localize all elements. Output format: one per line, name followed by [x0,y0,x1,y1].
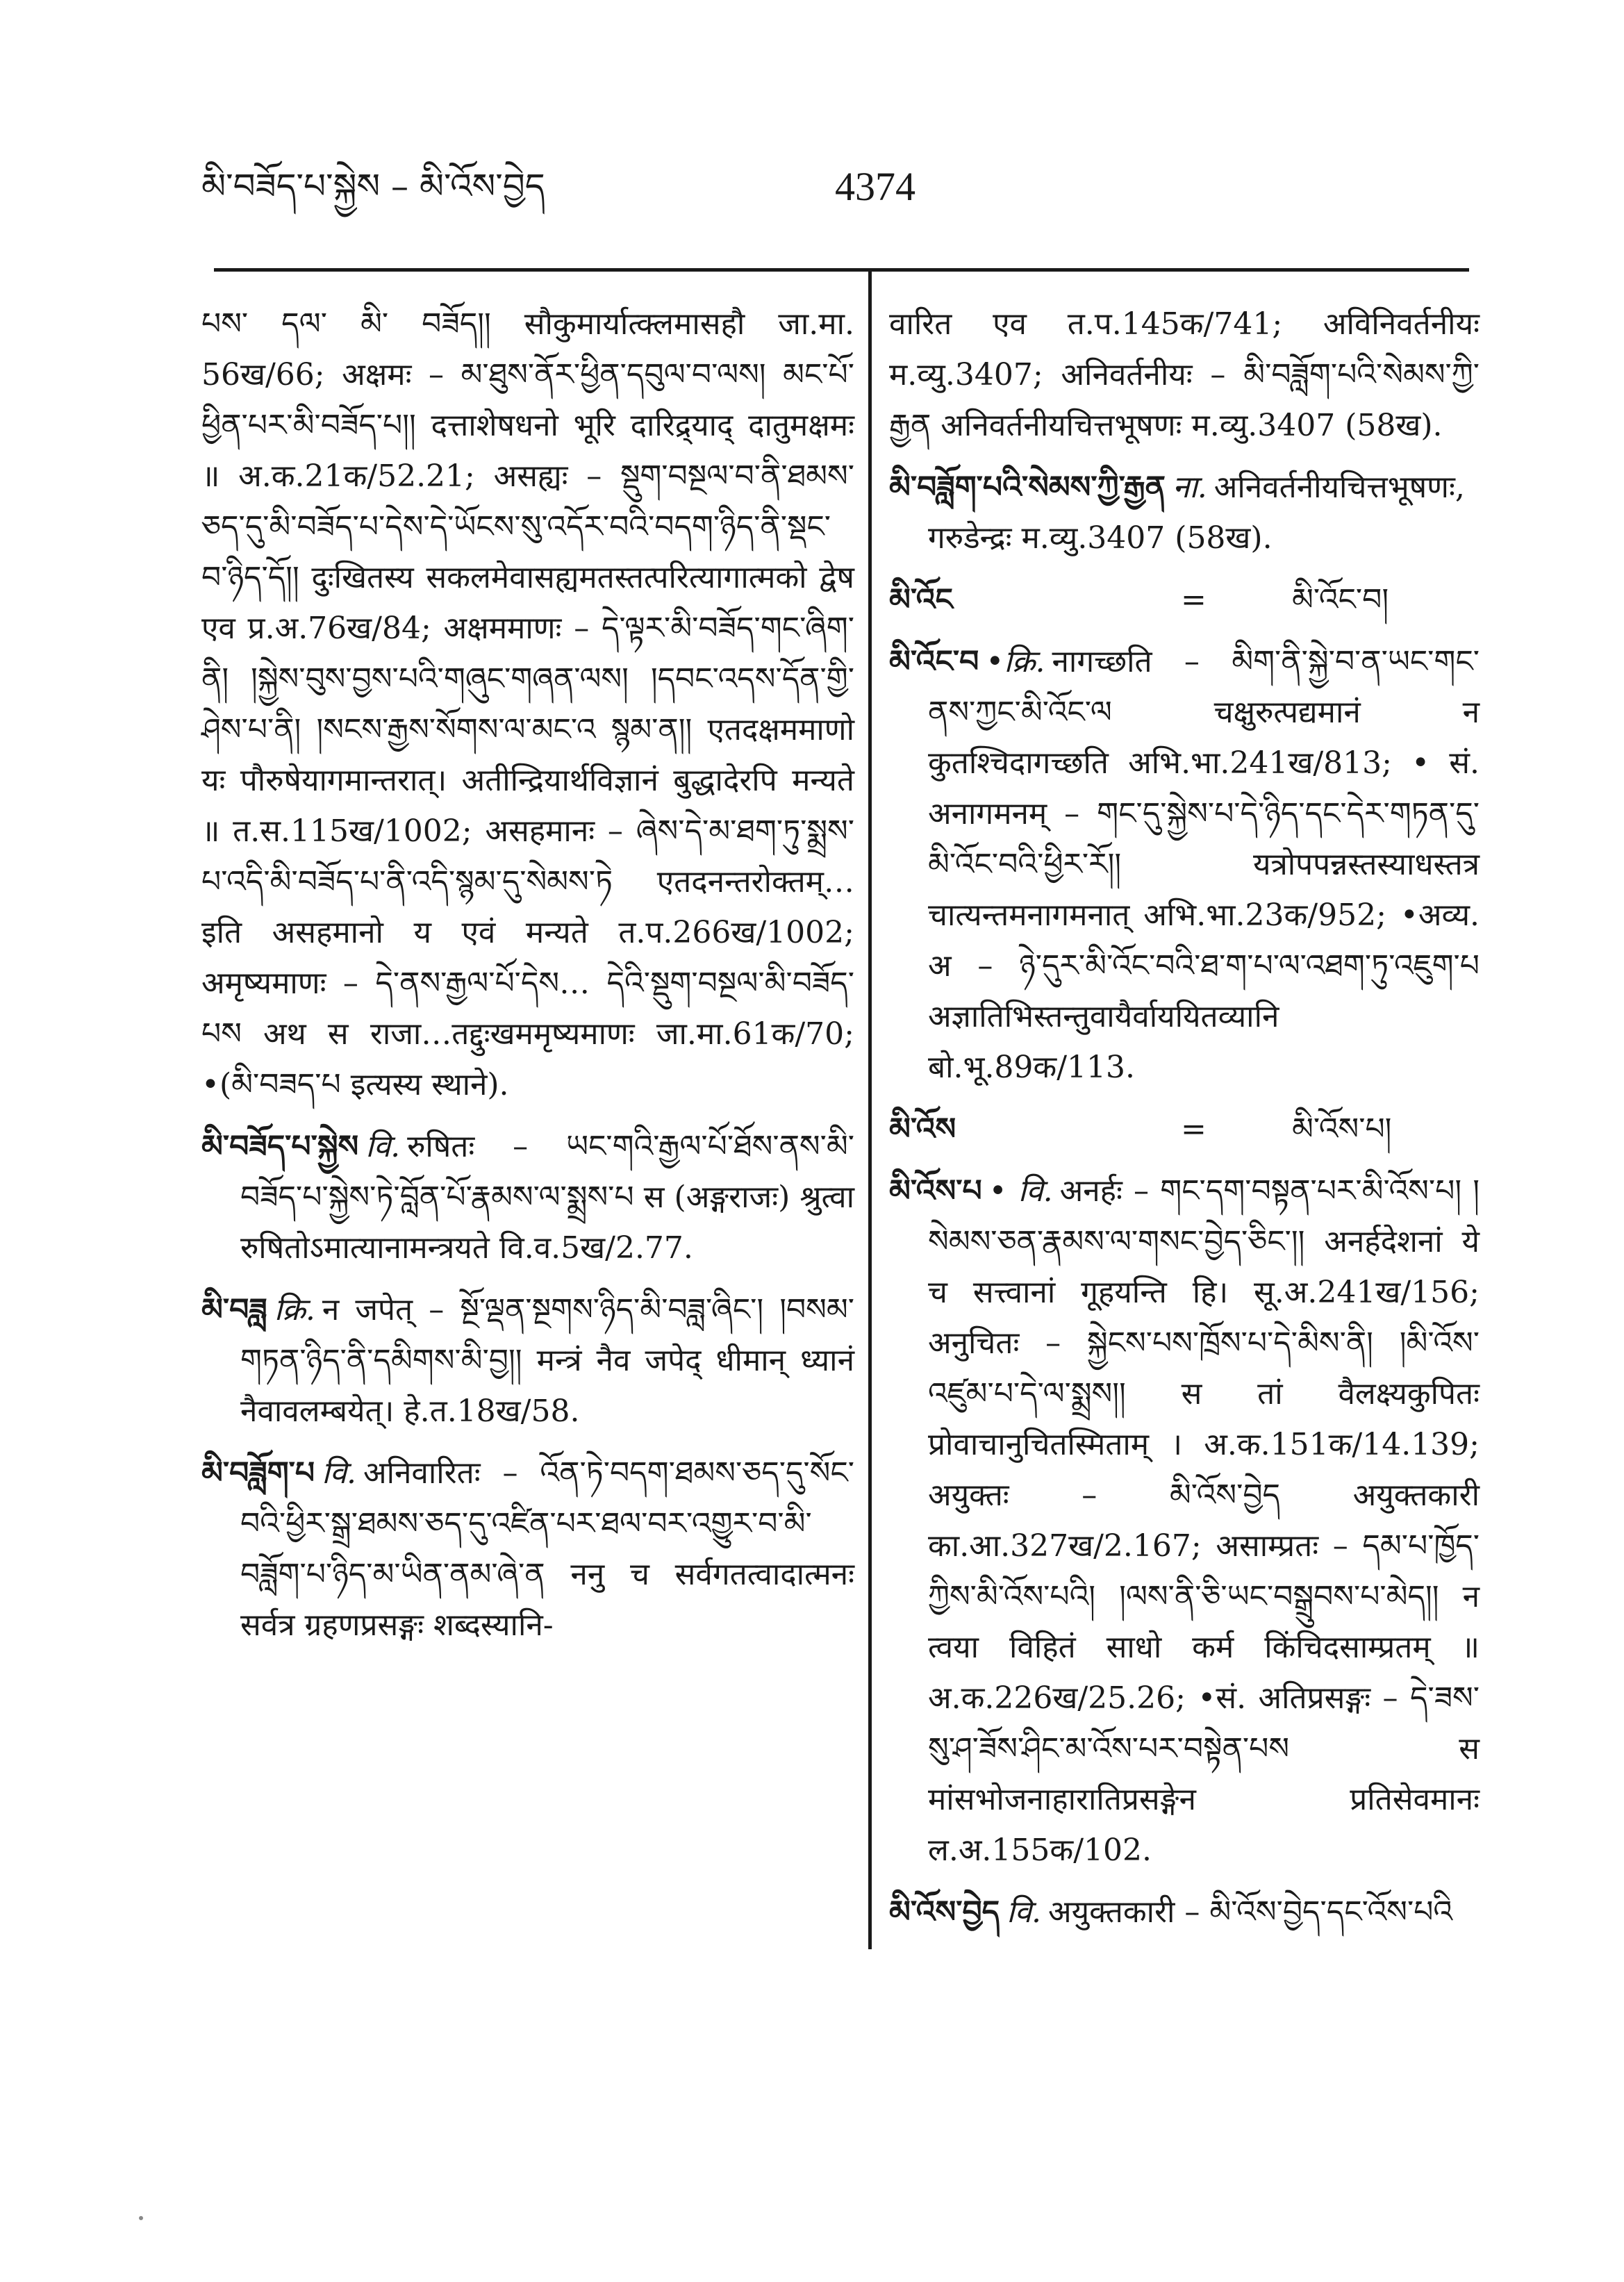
grammar-label: •क्रि. [986,644,1045,679]
entry-continuation [201,299,854,1110]
entry-text: པས་ དལ་ མི་ བཟོད།། सौकुमार्यात्क्लमासहौ जा.मा. 56ख/66; अक्षमः – མ་ཐུས་ནོར་ཕྱིན་དབུལ་བ་ལས། མང་པོ་ཕྱིན་པར་མི་བཟོད་པ།། दत्ताशेषधनो भूरि दारिद्र्याद् दातुमक्षमः ॥ अ.क.21क/52.21; असह्यः – སྡུག་བསྔལ་བ་ནི་ཐམས་ཅད་དུ་མི་བཟོད་པ་དེས་དེ་ཡོངས་སུ་འདོར་བའི་བདག་ཉིད་ནི་སྡང་བ་ཉིད་དོ།། दुःखितस्य सकलमेवासह्यमतस्तत्परित्यागात्मको द्वेष एव प्र.अ.76ख/84; अक्षममाणः – དེ་ལྟར་མི་བཟོད་གང་ཞིག་ནི། །སྐྱེས་བུས་བྱས་པའི་གཞུང་གཞན་ལས། །དབང་འདས་དོན་གྱི་ཤེས་པ་ནི། །སངས་རྒྱས་སོགས་ལ་མང་འ སྙམ་ན།། एतदक्षममाणो यः पौरुषेयागमान्तरात्। अतीन्द्रियार्थविज्ञानं बुद्धादेरपि मन्यते ॥ त.स.115ख/1002; असहमानः – ཞེས་དེ་མ་ཐག་ཏུ་སྨྲས་པ་འདི་མི་བཟོད་པ་ནི་འདི་སྙམ་དུ་སེམས་ཏེ एतदनन्तरोक्तम्… इति असहमानो य एवं मन्यते त.प.266ख/1002; अमृष्यमाणः – དེ་ནས་རྒྱལ་པོ་དེས… དེའི་སྡུག་བསྔལ་མི་བཟོད་པས अथ स राजा…तद्दुःखममृष्यमाणः जा.मा.61क/70; •(མི་བཟད་པ इत्यस्य स्थाने). [201,306,854,1102]
dictionary-entry [889,1887,1480,1937]
entry-text: अनर्हः – གང་དག་བསྟན་པར་མི་འོས་པ། །སེམས་ཅན་རྣམས་ལ་གསང་བྱེད་ཅིང་།། अनर्हदेशनां ये च सत्त्वानां गूहयन्ति हि। सू.अ.241ख/156; अनुचितः – སྐྱེངས་པས་ཁྲོས་པ་དེ་མིས་ནི། །མི་འོས་འཛུམ་པ་དེ་ལ་སྨྲས།། स तां वैलक्ष्यकुपितः प्रोवाचानुचितस्मिताम् । अ.क.151क/14.139; अयुक्तः – མི་འོས་བྱེད अयुक्तकारी का.आ.327ख/2.167; असाम्प्रतः – དམ་པ་ཁྱོད་ཀྱིས་མི་འོས་པའི། །ལས་ནི་ཅི་ཡང་བསྒྲུབས་པ་མེད།། न त्वया विहितं साधो कर्म किंचिदसाम्प्रतम् ॥ अ.क.226ख/25.26; •सं. अतिप्रसङ्गः – དེ་ཟས་སུ་ཤ་ཟོས་ཤིང་མ་འོས་པར་བསྟེན་པས स मांसभोजनाहारातिप्रसङ्गेन प्रतिसेवमानः ल.अ.155क/102. [928,1173,1480,1868]
cross-reference-target: མི་འོང་བ། [1292,582,1389,618]
cross-reference-target: མི་འོས་པ། [1292,1111,1392,1147]
entry-paragraph [201,1448,854,1651]
entry-paragraph [889,299,1480,451]
entry-text: न जपेत् – སྔོ་ལྡན་སྔགས་ཉིད་མི་བཟླ་ཞིང་། །བསམ་གཏན་ཉིད་ནི་དམིགས་མི་བྱ།། मन्त्रं नैव जपेद् धीमान् ध्यानं नैवावलम्बयेत्। हे.त.18ख/58. [240,1292,854,1429]
headword: མི་འོས་པ [889,1173,982,1209]
running-head: མི་བཟོད་པ་སྐྱེས – མི་འོས་བྱེད [201,166,545,206]
headword: མི་འོས་བྱེད [889,1894,1000,1930]
headword: མི་འོང་བ [889,644,979,679]
grammar-label: ना. [1172,470,1207,505]
column-divider [868,268,872,1949]
entry-paragraph [889,1887,1480,1937]
dictionary-entry [201,1448,854,1651]
entry-continuation [889,299,1480,451]
grammar-label: वि. [1006,1894,1042,1930]
entry-paragraph [201,1284,854,1437]
scan-speck [139,2216,143,2220]
entry-text: अनिवर्तनीयचित्तभूषणः, गरुडेन्द्रः म.व्यु.3407 (58ख). [928,470,1465,556]
entry-text: रुषितः – ཡང་གའི་རྒྱལ་པོ་ཐོས་ནས་མི་བཟོད་པ་སྐྱེས་ཏེ་བློན་པོ་རྣམས་ལ་སྨྲས་པ स (अङ्गराजः) श्रुत्वा रुषितोऽमात्यानामन्त्रयते वि.व.5ख/2.77. [240,1129,854,1266]
headword: མི་བཟོད་པ་སྐྱེས [201,1129,359,1164]
dictionary-entry [201,1284,854,1437]
grammar-label: क्रि. [274,1292,315,1328]
entry-text: नागच्छति – མིག་ནི་སྐྱེ་བ་ན་ཡང་གང་ནས་ཀྱང་མི་འོང་ལ चक्षुरुत्पद्यमानं न कुतश्चिदागच्छति अभि.भा.241ख/813; • सं. अनागमनम् – གང་དུ་སྐྱེས་པ་དེ་ཉིད་དང་དེར་གཏན་དུ་མི་འོང་བའི་ཕྱིར་རོ།། यत्रोपपन्नस्तस्याधस्तत्र चात्यन्तमनागमनात् अभि.भा.23क/952; •अव्य. अ – ཉེ་དུར་མི་འོང་བའི་ཐ་ག་པ་ལ་འཐག་ཏུ་འཇུག་པ अज्ञातिभिस्तन्तुवायैर्वाययितव्यानि बो.भू.89क/113. [928,644,1480,1085]
dictionary-entry [889,636,1480,1093]
cross-reference-entry [889,1104,1480,1155]
entry-paragraph [201,299,854,1110]
equals-sign: = [1181,1111,1207,1147]
equals-sign: = [1181,582,1207,618]
right-column [889,299,1480,1949]
page-number: 4374 [835,164,915,209]
entry-paragraph [889,462,1480,563]
dictionary-entry [889,1166,1480,1876]
dictionary-entry [889,462,1480,563]
top-rule [214,268,1469,272]
dictionary-entry [201,1121,854,1273]
entry-paragraph [889,636,1480,1093]
entry-text: अनिवारितः – འོན་ཏེ་བདག་ཐམས་ཅད་དུ་སོང་བའི་ཕྱིར་སྒྲ་ཐམས་ཅད་དུ་འཛིན་པར་ཐལ་བར་འགྱུར་བ་མི་བཟློག་པ་ཉིད་མ་ཡིན་ནམ་ཞེ་ན ननु च सर्वगतत्वादात्मनः सर्वत्र ग्रहणप्रसङ्गः शब्दस्यानि- [240,1455,854,1643]
headword: མི་བཟློག་པའི་སེམས་ཀྱི་རྒྱན [889,470,1166,505]
entry-text: वारित एव त.प.145क/741; अविनिवर्तनीयः म.व्यु.3407; अनिवर्तनीयः – མི་བཟློག་པའི་སེམས་ཀྱི་རྒྱན अनिवर्तनीयचित्तभूषणः म.व्यु.3407 (58ख). [889,306,1480,443]
entry-text: अयुक्तकारी – མི་འོས་བྱེད་དང་འོས་པའི [1048,1894,1453,1930]
entry-paragraph [889,1166,1480,1876]
grammar-label: वि. [365,1129,401,1164]
grammar-label: वि. [322,1455,356,1491]
headword: མི་འོས [889,1111,956,1147]
grammar-label: • वि. [988,1173,1053,1209]
cross-reference-entry [889,574,1480,625]
headword: མི་འོང [889,582,953,618]
headword: མི་བཟླ [201,1292,267,1328]
headword: མི་བཟློག་པ [201,1455,315,1491]
entry-paragraph [201,1121,854,1273]
left-column [201,299,854,1662]
